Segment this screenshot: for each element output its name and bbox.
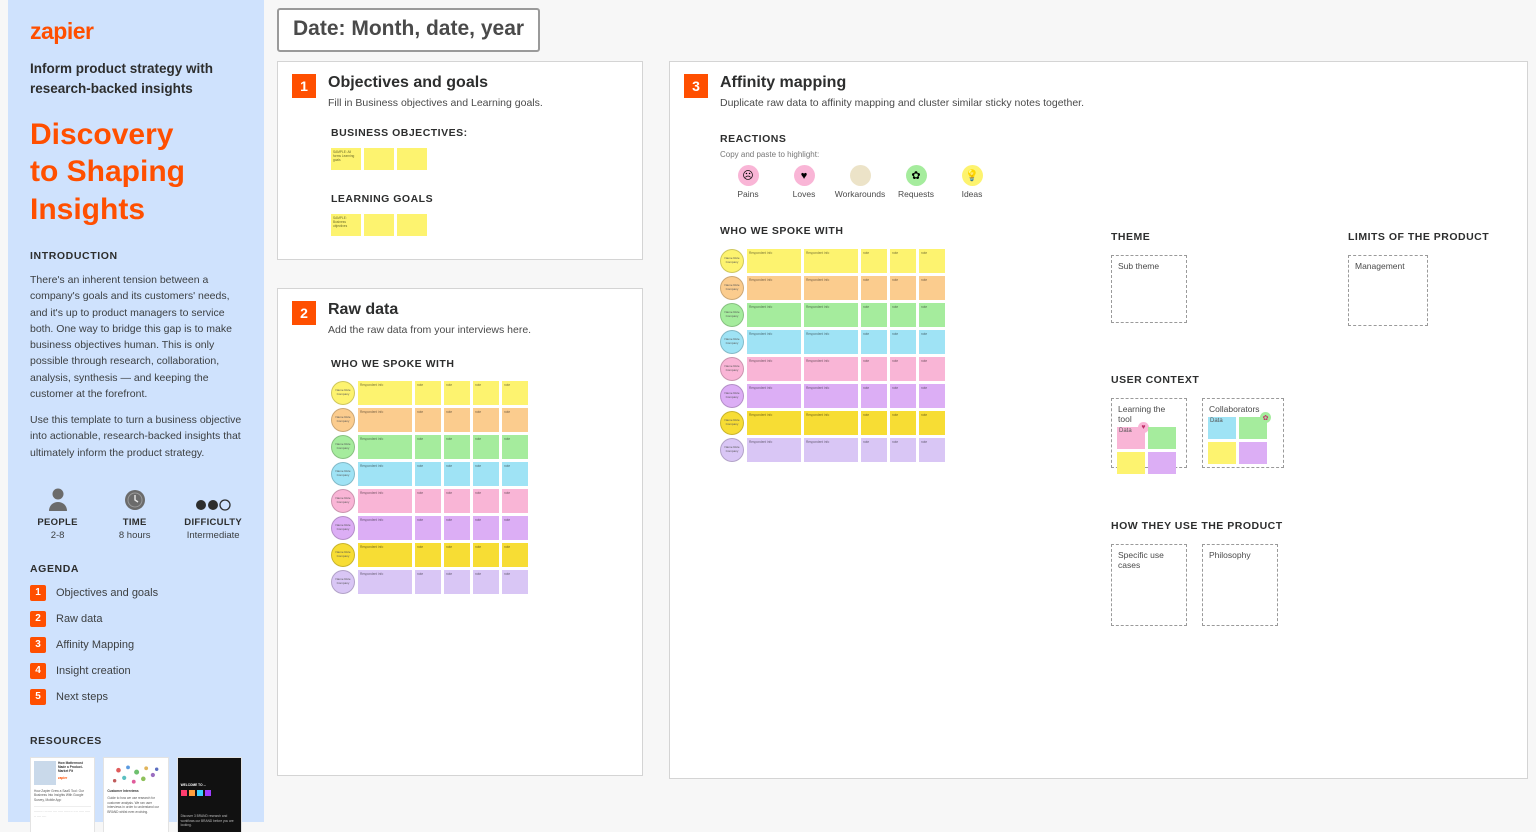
sticky-note[interactable]: note xyxy=(473,462,499,486)
agenda-label-1: Objectives and goals xyxy=(56,586,159,599)
sticky-note[interactable]: note xyxy=(502,435,528,459)
resource-card-2-title: Customer Interviews xyxy=(107,788,139,793)
learning-goals-label: LEARNING GOALS xyxy=(331,193,434,205)
avatar[interactable]: Name Role Company xyxy=(720,276,744,300)
sticky-note[interactable]: note xyxy=(890,438,916,462)
respondent-row xyxy=(720,357,945,381)
agenda-label: AGENDA xyxy=(30,562,80,575)
respondent-row xyxy=(720,249,945,273)
how-they-use-label: HOW THEY USE THE PRODUCT xyxy=(1111,520,1283,532)
resource-card-3[interactable] xyxy=(177,757,242,832)
sticky-note[interactable]: note xyxy=(861,330,887,354)
sticky-note[interactable]: note xyxy=(861,357,887,381)
respondent-row xyxy=(331,462,628,486)
raw-data-who-label: WHO WE SPOKE WITH xyxy=(331,358,455,370)
sticky-note[interactable]: note xyxy=(919,411,945,435)
how-they-use-section xyxy=(1111,520,1283,626)
panel-affinity-mapping xyxy=(669,61,1528,779)
respondent-row xyxy=(331,435,628,459)
limits-box-label: Management xyxy=(1355,261,1405,271)
panel-affinity-number: 3 xyxy=(684,74,708,98)
reaction-label: Pains xyxy=(737,189,759,199)
user-context-box-label: Collaborators xyxy=(1209,404,1260,414)
respondent-row xyxy=(331,381,628,405)
reaction-loves[interactable] xyxy=(776,165,832,199)
intro-paragraph-1: There's an inherent tension between a company's goals and its customers' needs, and it's up to product managers to service both. One way to bridge this gap is to make business objectives human. This is only possible through research, collaboration, analysis, synthesis — and keeping the customer at the forefront. xyxy=(30,274,232,400)
reaction-label: Ideas xyxy=(961,189,983,199)
sticky-note[interactable]: note xyxy=(473,570,499,594)
agenda-number-3: 3 xyxy=(30,637,46,653)
avatar[interactable]: Name Role Company xyxy=(331,516,355,540)
learning-goals-notes xyxy=(331,214,628,236)
sticky-note[interactable] xyxy=(1239,414,1269,439)
resource-card-1[interactable]: How Mattermost Made a Product-Market Fit zapier How Zapier Grew a SaaS Tool: Our Business Into Insights With Google Survey, Mobile App ········· ······· ···· ····· ········ ···· ····· ····· ·· ···· ···· xyxy=(30,757,95,832)
panel-raw-data-number: 2 xyxy=(292,301,316,325)
affinity-grid xyxy=(720,249,945,462)
reaction-label: Loves xyxy=(792,189,816,199)
how-they-use-boxes xyxy=(1111,544,1283,626)
panel-objectives-header xyxy=(278,62,642,109)
sticky-note[interactable]: Respondent info xyxy=(747,276,801,300)
sticky-note[interactable]: note xyxy=(919,438,945,462)
sticky-note[interactable]: note xyxy=(473,516,499,540)
sticky-note[interactable]: note xyxy=(502,489,528,513)
sticky-note[interactable]: Respondent info xyxy=(358,435,412,459)
idea-bulb-icon: 💡 xyxy=(962,165,983,186)
sticky-note[interactable]: note xyxy=(473,435,499,459)
zapier-logo: zapier xyxy=(30,18,94,44)
sticky-note[interactable]: Respondent info xyxy=(747,330,801,354)
sidebar-tagline: Inform product strategy with research-backed insights xyxy=(30,61,214,97)
respondent-row xyxy=(331,408,628,432)
panel-raw-data-title: Raw data xyxy=(328,301,399,318)
meta-people-title: PEOPLE xyxy=(37,516,78,528)
meta-difficulty-value: Intermediate xyxy=(186,529,240,541)
avatar[interactable]: Name Role Company xyxy=(720,303,744,327)
sticky-note[interactable]: note xyxy=(861,249,887,273)
sticky-note[interactable] xyxy=(1148,427,1176,449)
meta-time-value: 8 hours xyxy=(118,529,151,541)
reaction-workarounds[interactable] xyxy=(832,165,888,199)
page-title-line-1: Discovery xyxy=(30,117,174,151)
raw-data-grid xyxy=(331,381,628,594)
respondent-row xyxy=(331,489,628,513)
sticky-note[interactable]: note xyxy=(415,543,441,567)
agenda-label-2: Raw data xyxy=(56,612,103,625)
sticky-note[interactable]: note xyxy=(919,357,945,381)
agenda-item-affinity-mapping[interactable] xyxy=(30,637,242,653)
sticky-note[interactable]: Respondent info xyxy=(747,384,801,408)
theme-section xyxy=(1111,231,1187,323)
sticky-note[interactable] xyxy=(1208,442,1236,464)
sticky-note[interactable]: note xyxy=(861,276,887,300)
avatar[interactable]: Name Role Company xyxy=(720,411,744,435)
sticky-note[interactable]: Respondent info xyxy=(804,249,858,273)
sticky-note[interactable]: Respondent info xyxy=(804,384,858,408)
page-title-line-3: Insights xyxy=(30,192,146,226)
respondent-row xyxy=(720,276,945,300)
meta-difficulty xyxy=(184,485,242,541)
sticky-note[interactable]: Respondent info xyxy=(358,570,412,594)
introduction-label: INTRODUCTION xyxy=(30,250,118,262)
sticky-note[interactable]: note xyxy=(890,276,916,300)
sticky-note[interactable]: note xyxy=(502,516,528,540)
panel-raw-data xyxy=(277,288,643,776)
agenda-number-1: 1 xyxy=(30,585,46,601)
affinity-who-label: WHO WE SPOKE WITH xyxy=(720,225,844,237)
reaction-label: Requests xyxy=(898,189,934,199)
sticky-note[interactable]: Respondent info xyxy=(358,381,412,405)
panel-raw-data-subtitle: Add the raw data from your interviews here. xyxy=(328,324,532,336)
user-context-label: USER CONTEXT xyxy=(1111,374,1200,386)
sticky-note[interactable]: Respondent info xyxy=(747,249,801,273)
sticky-note[interactable]: Data xyxy=(1208,417,1236,439)
sticky-note[interactable]: note xyxy=(502,462,528,486)
sticky-note[interactable]: note xyxy=(890,303,916,327)
respondent-row xyxy=(331,516,628,540)
sticky-note[interactable]: SAMPLE: Business objectives xyxy=(331,214,361,236)
sticky-note[interactable]: Respondent info xyxy=(804,303,858,327)
sticky-note[interactable]: note xyxy=(861,303,887,327)
sticky-note[interactable]: note xyxy=(890,411,916,435)
agenda-list xyxy=(30,585,242,705)
reaction-requests[interactable] xyxy=(888,165,944,199)
business-objectives-label: BUSINESS OBJECTIVES: xyxy=(331,127,468,139)
sticky-note[interactable] xyxy=(1148,452,1176,474)
avatar[interactable]: Name Role Company xyxy=(331,543,355,567)
user-context-box[interactable] xyxy=(1202,398,1284,468)
avatar[interactable]: Name Role Company xyxy=(331,435,355,459)
sticky-note[interactable]: SAMPLE: All forms Learning goals xyxy=(331,148,361,170)
panel-raw-data-header xyxy=(278,289,642,336)
sticky-note[interactable] xyxy=(364,148,394,170)
sticky-note[interactable]: note xyxy=(919,330,945,354)
sticky-note[interactable] xyxy=(1239,442,1267,464)
workaround-icon xyxy=(850,165,871,186)
request-icon: ✿ xyxy=(1260,412,1271,423)
user-context-boxes xyxy=(1111,398,1284,468)
avatar[interactable]: Name Role Company xyxy=(720,357,744,381)
heart-icon: ♥ xyxy=(1138,422,1149,433)
resources-row xyxy=(30,757,242,832)
panel-affinity-title: Affinity mapping xyxy=(720,74,847,91)
sticky-note[interactable]: note xyxy=(415,516,441,540)
sticky-note[interactable]: note xyxy=(415,435,441,459)
avatar[interactable]: Name Role Company xyxy=(331,570,355,594)
agenda-item-objectives[interactable] xyxy=(30,585,242,601)
agenda-number-4: 4 xyxy=(30,663,46,679)
sticky-note[interactable]: Respondent info xyxy=(358,489,412,513)
reaction-ideas[interactable] xyxy=(944,165,1000,199)
sticky-note[interactable]: note xyxy=(473,543,499,567)
page-title xyxy=(30,116,242,229)
sticky-note[interactable]: note xyxy=(890,330,916,354)
sticky-note[interactable]: Respondent info xyxy=(747,303,801,327)
respondent-row xyxy=(720,303,945,327)
resource-card-1-title: How Mattermost Made a Product-Market Fit xyxy=(58,760,83,774)
sticky-note[interactable]: Respondent info xyxy=(747,438,801,462)
sticky-note[interactable]: note xyxy=(502,381,528,405)
respondent-row xyxy=(720,438,945,462)
panel-objectives-title: Objectives and goals xyxy=(328,74,489,91)
sticky-note[interactable]: note xyxy=(890,249,916,273)
resource-card-2-caption: Guide to how we use research for customer analysis. We ran user interviews in order to understand our BRAND whilst ever-evolving. xyxy=(107,795,160,814)
sticky-note[interactable]: Respondent info xyxy=(747,411,801,435)
sticky-note[interactable]: Data ♥ xyxy=(1117,427,1145,449)
resource-card-3-caption: Discover 3 BRAND research and workflows our BRAND before you are looking. xyxy=(180,813,234,828)
resource-card-2[interactable] xyxy=(103,757,168,832)
sticky-note[interactable]: Respondent info xyxy=(804,357,858,381)
panel-affinity-subtitle: Duplicate raw data to affinity mapping and cluster similar sticky notes together. xyxy=(720,97,1084,109)
sticky-note[interactable]: Respondent info xyxy=(358,462,412,486)
agenda-number-2: 2 xyxy=(30,611,46,627)
respondent-row xyxy=(331,570,628,594)
business-objectives-notes xyxy=(331,148,628,170)
page-title-line-2: to Shaping xyxy=(30,155,185,188)
avatar[interactable]: Name Role Company xyxy=(720,384,744,408)
affinity-who-section xyxy=(720,225,945,465)
respondent-row xyxy=(331,543,628,567)
user-context-box-label: Learning the tool xyxy=(1118,404,1166,424)
theme-box[interactable] xyxy=(1111,255,1187,323)
avatar[interactable]: Name Role Company xyxy=(331,462,355,486)
date-header[interactable]: Date: Month, date, year xyxy=(277,8,540,52)
sticky-note[interactable]: note xyxy=(444,543,470,567)
sticky-note[interactable]: Respondent info xyxy=(804,411,858,435)
agenda-label-4: Insight creation xyxy=(56,664,131,677)
sticky-note[interactable]: note xyxy=(473,489,499,513)
heart-icon: ♥ xyxy=(794,165,815,186)
sticky-note[interactable] xyxy=(397,214,427,236)
reactions-section xyxy=(720,133,1000,199)
sticky-note[interactable]: note xyxy=(890,384,916,408)
meta-people xyxy=(30,485,85,541)
meta-difficulty-title: DIFFICULTY xyxy=(184,516,242,528)
limits-box[interactable] xyxy=(1348,255,1428,326)
clock-icon xyxy=(107,485,162,511)
limits-label: LIMITS OF THE PRODUCT xyxy=(1348,231,1490,243)
avatar[interactable]: Name Role Company xyxy=(720,330,744,354)
sticky-note[interactable]: note xyxy=(444,516,470,540)
avatar[interactable]: Name Role Company xyxy=(331,408,355,432)
respondent-row xyxy=(720,330,945,354)
pain-icon: ☹ xyxy=(738,165,759,186)
resource-card-1-caption: How Zapier Grew a SaaS Tool: Our Business Into Insights With Google Survey, Mobile App xyxy=(34,788,84,802)
sticky-note[interactable] xyxy=(1117,452,1145,474)
sticky-note[interactable] xyxy=(364,214,394,236)
sticky-note[interactable]: Respondent info xyxy=(804,330,858,354)
user-context-box[interactable] xyxy=(1111,398,1187,468)
sticky-note[interactable]: note xyxy=(415,408,441,432)
avatar[interactable]: Name Role Company xyxy=(331,489,355,513)
agenda-item-insight-creation[interactable] xyxy=(30,663,242,679)
panel-objectives-and-goals xyxy=(277,61,643,260)
sticky-note[interactable]: note xyxy=(502,570,528,594)
sticky-note[interactable]: note xyxy=(919,303,945,327)
limits-section xyxy=(1348,231,1489,326)
sticky-note[interactable]: note xyxy=(444,435,470,459)
sticky-note[interactable]: note xyxy=(473,381,499,405)
sticky-note[interactable]: note xyxy=(444,570,470,594)
how-box-specific-use-cases[interactable] xyxy=(1111,544,1187,626)
intro-paragraph-2: Use this template to turn a business objective into actionable, research-backed insights that ultimately inform the product strategy. xyxy=(30,414,242,459)
meta-row xyxy=(30,485,242,541)
agenda-item-next-steps[interactable] xyxy=(30,689,242,705)
sticky-note[interactable]: note xyxy=(861,438,887,462)
panel-objectives-subtitle: Fill in Business objectives and Learning goals. xyxy=(328,97,543,109)
respondent-row xyxy=(720,411,945,435)
avatar[interactable]: Name Role Company xyxy=(720,249,744,273)
sticky-note[interactable]: note xyxy=(919,384,945,408)
respondent-row xyxy=(720,384,945,408)
reaction-label: Workarounds xyxy=(834,189,886,199)
meta-people-value: 2-8 xyxy=(50,529,65,541)
meta-time-title: TIME xyxy=(122,516,147,528)
sticky-note[interactable]: note xyxy=(473,408,499,432)
sticky-note[interactable]: note xyxy=(415,570,441,594)
sticky-note[interactable]: Respondent info xyxy=(747,357,801,381)
sticky-note[interactable]: note xyxy=(415,489,441,513)
panel-affinity-header xyxy=(670,62,1527,109)
reaction-pains[interactable] xyxy=(720,165,776,199)
avatar[interactable]: Name Role Company xyxy=(331,381,355,405)
user-context-section xyxy=(1111,374,1284,468)
panel-objectives-number: 1 xyxy=(292,74,316,98)
resources-label: RESOURCES xyxy=(30,734,102,747)
sticky-note[interactable]: Respondent info xyxy=(358,543,412,567)
request-icon: ✿ xyxy=(906,165,927,186)
reactions-row xyxy=(720,165,1000,199)
sticky-note[interactable]: note xyxy=(502,408,528,432)
sticky-note[interactable]: note xyxy=(502,543,528,567)
agenda-label-3: Affinity Mapping xyxy=(56,638,135,651)
sticky-note[interactable]: note xyxy=(861,384,887,408)
theme-box-label: Sub theme xyxy=(1118,261,1160,271)
sticky-note[interactable]: note xyxy=(919,249,945,273)
sticky-note[interactable]: note xyxy=(890,357,916,381)
reactions-hint: Copy and paste to highlight: xyxy=(720,150,820,159)
reactions-label: REACTIONS xyxy=(720,133,787,145)
how-box-label: Specific use cases xyxy=(1118,550,1164,570)
sticky-note[interactable]: note xyxy=(415,462,441,486)
sticky-note[interactable]: note xyxy=(444,381,470,405)
sticky-note[interactable]: Respondent info xyxy=(804,276,858,300)
sticky-note[interactable]: note xyxy=(415,381,441,405)
sticky-note[interactable]: Respondent info xyxy=(358,516,412,540)
sticky-note[interactable]: Respondent info xyxy=(358,408,412,432)
sticky-note[interactable]: note xyxy=(444,489,470,513)
agenda-label-5: Next steps xyxy=(56,690,108,703)
resource-card-3-title: WELCOME TO ... xyxy=(180,782,207,787)
sticky-note[interactable]: Respondent info xyxy=(804,438,858,462)
how-box-philosophy[interactable] xyxy=(1202,544,1278,626)
sticky-note[interactable] xyxy=(397,148,427,170)
person-icon xyxy=(30,485,85,511)
sticky-note[interactable]: note xyxy=(444,462,470,486)
sticky-note[interactable]: note xyxy=(861,411,887,435)
difficulty-dots-icon xyxy=(184,485,242,511)
sticky-note[interactable]: note xyxy=(919,276,945,300)
theme-label: THEME xyxy=(1111,231,1151,243)
meta-time xyxy=(107,485,162,541)
sticky-note[interactable]: note xyxy=(444,408,470,432)
avatar[interactable]: Name Role Company xyxy=(720,438,744,462)
agenda-item-raw-data[interactable] xyxy=(30,611,242,627)
sidebar xyxy=(8,0,264,828)
how-box-label: Philosophy xyxy=(1209,550,1251,560)
agenda-number-5: 5 xyxy=(30,689,46,705)
